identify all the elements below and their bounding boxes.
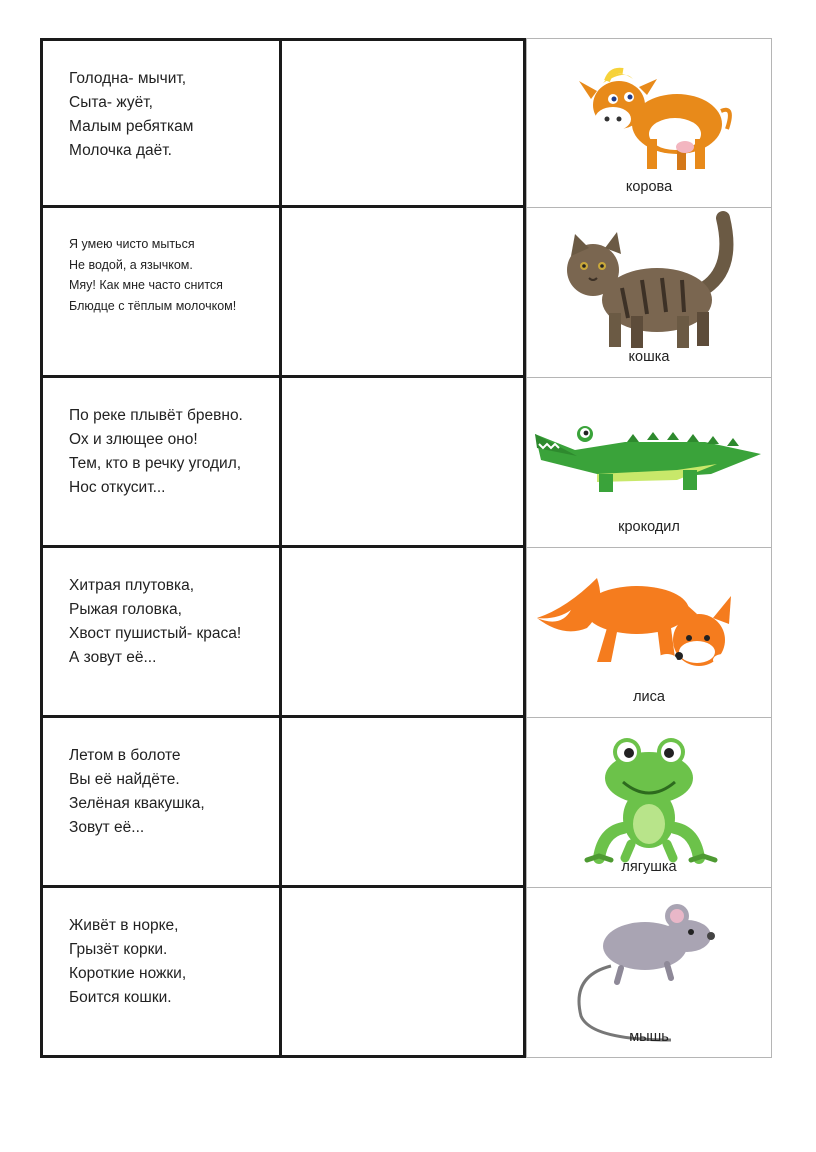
answer-caption: крокодил [618,519,680,535]
table-row [40,208,772,378]
answer-blank-cell[interactable] [282,378,526,548]
riddle-cell [40,208,282,378]
riddle-text [69,744,205,840]
riddle-line: Летом в болоте [69,747,181,764]
table-row [40,888,772,1058]
riddle-line: Хитрая плутовка, [69,577,195,594]
picture-cell [526,888,772,1058]
riddle-cell [40,378,282,548]
riddle-line: Молочка даёт. [69,142,172,159]
riddle-text [69,404,243,500]
riddle-text [69,574,241,670]
riddle-line: Не водой, а язычком. [69,257,193,272]
answer-blank-cell[interactable] [282,38,526,208]
answer-caption: корова [625,179,673,195]
picture-cell [526,548,772,718]
riddle-line: Зовут её... [69,819,145,836]
riddle-line: А зовут её... [69,649,157,666]
riddle-line: Боится кошки. [69,989,172,1006]
table-row [40,38,772,208]
riddle-text [69,67,193,163]
riddle-line: По реке плывёт бревно. [69,407,243,424]
riddle-line: Малым ребяткам [69,118,194,135]
riddle-line: Короткие ножки, [69,965,187,982]
riddle-text [69,234,236,316]
riddle-line: Ох и злющее оно! [69,431,198,448]
answer-caption: лягушка [621,859,677,875]
answer-blank-cell[interactable] [282,548,526,718]
answer-caption: кошка [628,349,670,365]
picture-cell [526,208,772,378]
riddle-cell [40,888,282,1058]
riddle-table [40,38,772,1060]
answer-caption: мышь [629,1029,669,1045]
riddle-line: Мяу! Как мне часто снится [69,278,223,292]
riddle-line: Сыта- жуёт, [69,94,153,111]
table-row [40,718,772,888]
riddle-cell [40,548,282,718]
riddle-line: Живёт в норке, [69,917,179,934]
riddle-line: Нос откусит... [69,479,166,496]
picture-cell [526,378,772,548]
riddle-cell [40,38,282,208]
riddle-line: Голодна- мычит, [69,70,187,87]
answer-blank-cell[interactable] [282,208,526,378]
picture-cell [526,38,772,208]
riddle-cell [40,718,282,888]
table-row [40,378,772,548]
riddle-line: Хвост пушистый- краса! [69,625,242,642]
riddle-line: Рыжая головка, [69,601,182,618]
picture-cell [526,718,772,888]
riddle-line: Я умею чисто мыться [69,237,195,251]
answer-blank-cell[interactable] [282,888,526,1058]
riddle-line: Блюдце с тёплым молочком! [69,298,237,313]
answer-caption: лиса [633,689,665,705]
riddle-line: Зелёная квакушка, [69,795,205,812]
riddle-line: Тем, кто в речку угодил, [69,455,242,472]
table-row [40,548,772,718]
riddle-line: Грызёт корки. [69,941,168,958]
riddle-line: Вы её найдёте. [69,771,180,788]
answer-blank-cell[interactable] [282,718,526,888]
riddle-text [69,914,186,1010]
